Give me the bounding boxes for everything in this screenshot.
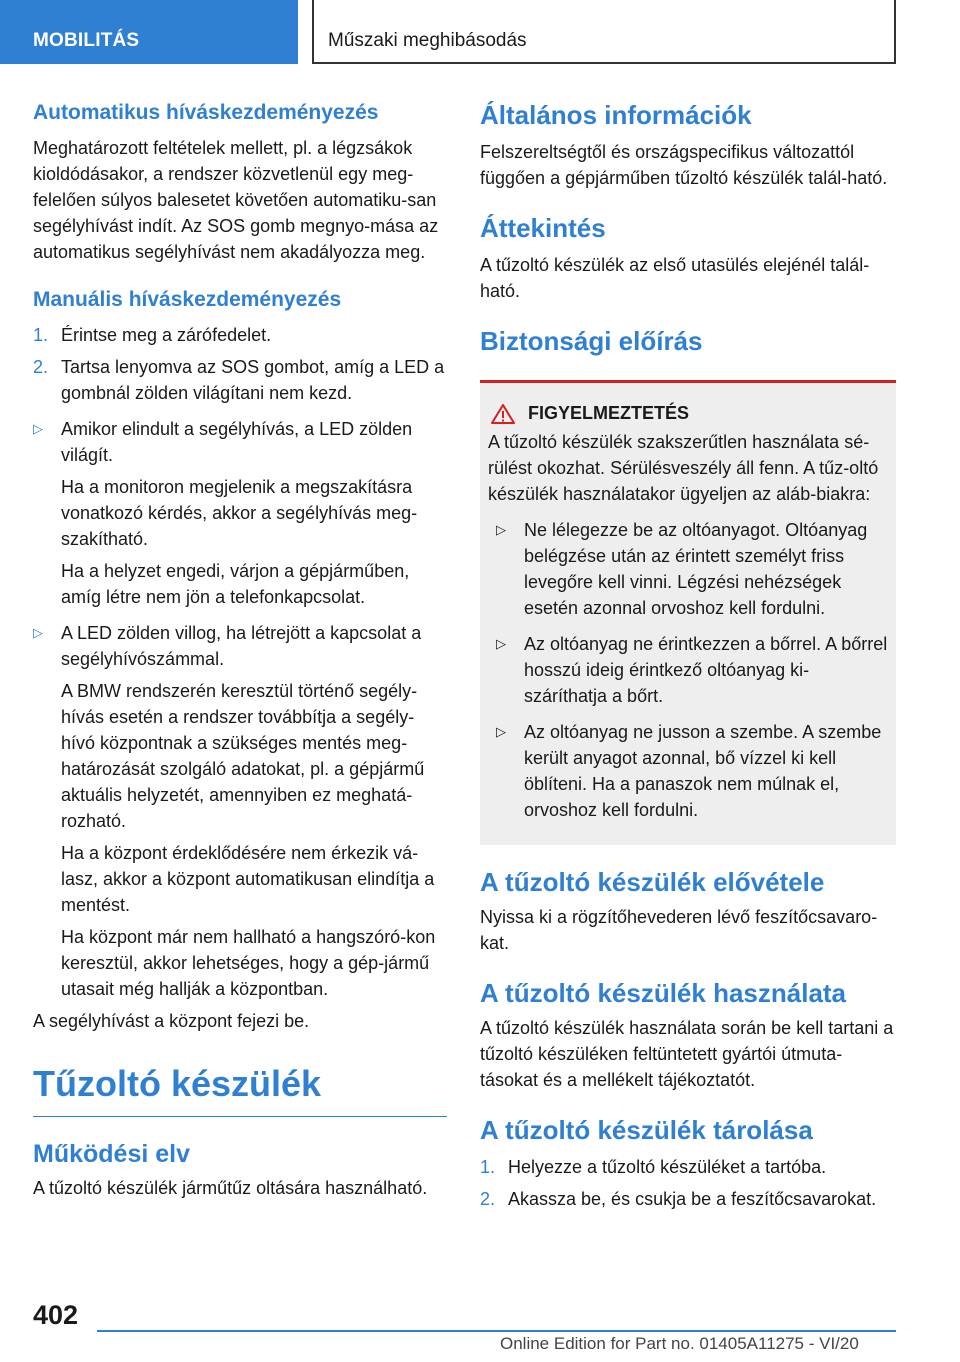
page-number: 402 [33,1300,79,1330]
general-text: Felszereltségtől és országspecifikus változattól függően a gépjárműben tűzoltó készülék talál-ható. [480,142,888,189]
result-paragraph: A BMW rendszerén keresztül történő segély-hívás esetén a rendszer továbbítja a segély-hívó központnak a szükséges mentés meg-határozását szolgáló adatokat, pl. a gépjármű aktuális helyzetét, amennyiben ez meghatá-rozható. [61,681,425,832]
result-paragraph: Ha a monitoron megjelenik a megszakításra vonatkozó kérdés, akkor a segélyhívás meg-szakítható. [61,477,418,550]
principle-text: A tűzoltó készülék járműtűz oltására használható. [33,1177,428,1198]
warning-header [488,403,888,425]
list-item [33,322,447,348]
result-item [33,620,447,672]
section-tab[interactable]: MOBILITÁS [0,0,298,64]
warning-box [480,380,896,845]
warning-item-text: Az oltóanyag ne jusson a szembe. A szembe került anyagot azonnal, bő vízzel ki kell öblíteni. Ha a panaszok nem múlnak el, orvoshoz kell fordulni. [524,721,882,820]
general-heading: Általános információk [480,100,752,130]
removal-heading: A tűzoltó készülék elővétele [480,866,825,897]
chapter-title: Műszaki meghibásodás [312,0,896,64]
storage-heading: A tűzoltó készülék tárolása [480,1114,813,1145]
bullet-triangle-icon: ▷ [496,521,506,537]
warning-item [488,719,888,823]
step-text: Akassza be, és csukja be a feszítőcsavarokat. [508,1189,877,1210]
list-item [33,354,447,406]
warning-item-text: Az oltóanyag ne érintkezzen a bőrrel. A bőrrel hosszú ideig érintkező oltóanyag ki-száríthatja a bőrt. [524,633,888,706]
step-number: 1. [480,1157,496,1178]
warning-title: FIGYELMEZTETÉS [528,403,690,424]
manual-call-heading: Manuális híváskezdeményezés [33,288,342,312]
overview-heading: Áttekintés [480,213,606,244]
principle-heading: Működési elv [33,1139,190,1168]
bullet-triangle-icon: ▷ [496,635,506,651]
step-number: 2. [33,357,49,378]
extinguisher-heading: Tűzoltó készülék [33,1064,447,1117]
warning-item-text: Ne lélegezze be az oltóanyagot. Oltóanyag belégzése után az érintett személyt friss levegőre kell vinni. Légzési nehézségek esetén azonnal orvoshoz kell fordulni. [524,519,868,618]
removal-text: Nyissa ki a rögzítőhevederen lévő feszítőcsavaro-kat. [480,906,878,953]
step-text: Tartsa lenyomva az SOS gombot, amíg a LED a gombnál zölden világítani nem kezd. [61,357,445,404]
right-column [480,100,896,1218]
footer-divider [97,1330,896,1332]
result-text: A LED zölden villog, ha létrejött a kapcsolat a segélyhívószámmal. [61,623,422,670]
result-paragraph: Ha a helyzet engedi, várjon a gépjárműben, amíg létre nem jön a telefonkapcsolat. [61,561,410,608]
auto-call-text: Meghatározott feltételek mellett, pl. a légzsákok kioldódásakor, a rendszer közvetlenül egy meg-felelően súlyos balesetet követően automatiku-san segélyhívást indít. Az SOS gomb megnyo-mása az automatikus segélyhívást nem akadályozza meg. [33,138,439,263]
safety-heading: Biztonsági előírás [480,326,703,357]
result-triangle-icon: ▷ [33,625,43,641]
result-paragraph: Ha a központ érdeklődésére nem érkezik vá-lasz, akkor a központ automatikusan elindítja a mentést. [61,843,435,916]
step-text: Érintse meg a zárófedelet. [61,325,272,346]
warning-text: A tűzoltó készülék szakszerűtlen használata sé-rülést okozhat. Sérülésveszély áll fenn. A tűz-oltó készülék használatakor ügyeljen az aláb-biakra: [488,431,879,504]
result-triangle-icon: ▷ [33,421,43,437]
closing-text: A segélyhívást a központ fejezi be. [33,1011,310,1032]
step-text: Helyezze a tűzoltó készüléket a tartóba. [508,1157,827,1178]
result-paragraph: Ha központ már nem hallható a hangszóró-kon keresztül, akkor lehetséges, hogy a gép-jármű utasait még hallják a központban. [61,927,436,1000]
warning-item [488,517,888,621]
result-text: Amikor elindult a segélyhívás, a LED zölden világít. [61,419,413,466]
list-item [480,1186,896,1212]
overview-text: A tűzoltó készülék az első utasülés elejénél talál-ható. [480,255,870,302]
usage-heading: A tűzoltó készülék használata [480,977,847,1008]
warning-item [488,631,888,709]
step-number: 1. [33,325,49,346]
left-column [33,100,447,1201]
usage-text: A tűzoltó készülék használata során be kell tartani a tűzoltó készüléken feltüntetett gyártói útmuta-tásokat és a mellékelt tájékoztatót. [480,1017,894,1090]
warning-triangle-icon [490,403,516,425]
edition-note: Online Edition for Part no. 01405A11275 - VI/20 [500,1334,859,1353]
step-number: 2. [480,1189,496,1210]
auto-call-heading: Automatikus híváskezdeményezés [33,101,379,124]
bullet-triangle-icon: ▷ [496,723,506,739]
result-item [33,416,447,468]
list-item [480,1154,896,1180]
